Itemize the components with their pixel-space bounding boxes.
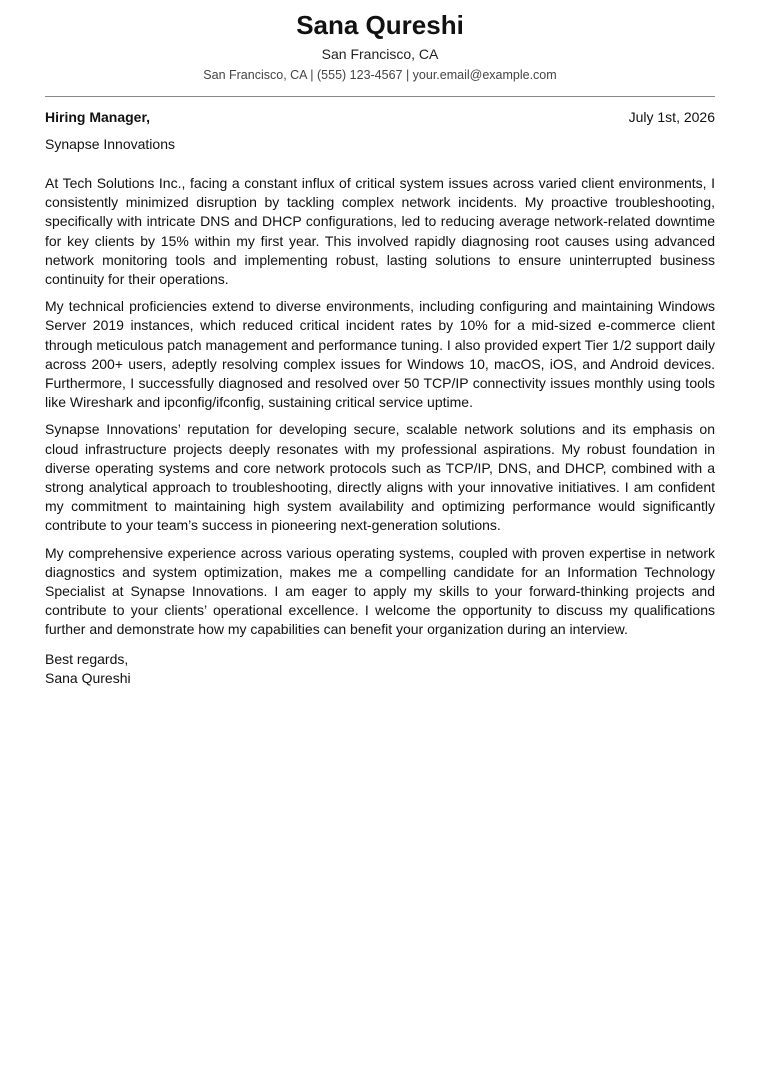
closing-block <box>45 650 715 688</box>
contact-line: San Francisco, CA | (555) 123-4567 | your.email@example.com <box>203 68 557 82</box>
body-paragraph: At Tech Solutions Inc., facing a constant influx of critical system issues across varied client environments, I consistently minimized disruption by tackling complex network incidents. My proactive troubleshooting, specifically with intricate DNS and DHCP configurations, led to reducing average network-related downtime for key clients by 15% within my first year. This involved rapidly diagnosing root causes using advanced network monitoring tools and implementing robust, lasting solutions to ensure uninterrupted business continuity for their operations. <box>45 175 715 288</box>
header-divider <box>45 96 715 97</box>
body-paragraph: My technical proficiencies extend to diverse environments, including configuring and maintaining Windows Server 2019 instances, which reduced critical incident rates by 10% for a mid-sized e-commerce client through meticulous patch management and performance tuning. I also provided expert Tier 1/2 support daily across 200+ users, adeptly resolving complex issues for Windows 10, macOS, iOS, and Android devices. Furthermore, I successfully diagnosed and resolved over 50 TCP/IP connectivity issues monthly using tools like Wireshark and ipconfig/ifconfig, sustaining critical service uptime. <box>45 298 715 411</box>
applicant-location: San Francisco, CA <box>321 46 439 62</box>
body-paragraph: My comprehensive experience across various operating systems, coupled with proven expertise in network diagnostics and system optimization, makes me a compelling candidate for an Information Technology Specialist at Synapse Innovations. I am eager to apply my skills to your forward-thinking projects and contribute to your clients’ operational excellence. I welcome the opportunity to discuss my qualifications further and demonstrate how my capabilities can benefit your organization during an interview. <box>45 544 715 638</box>
recipient-salutation: Hiring Manager, <box>45 109 151 125</box>
closing-phrase: Best regards, <box>45 650 129 667</box>
company-name: Synapse Innovations <box>45 136 175 152</box>
recipient-date-row <box>45 108 715 126</box>
applicant-name: Sana Qureshi <box>296 10 464 40</box>
body-paragraph: Synapse Innovations’ reputation for developing secure, scalable network solutions and its emphasis on cloud infrastructure projects deeply resonates with my professional aspirations. My robust foundation in diverse operating systems and core network protocols such as TCP/IP, DNS, and DHCP, combined with a strong analytical approach to troubleshooting, directly aligns with your innovative initiatives. I am confident my commitment to maintaining high system availability and optimizing performance would significantly contribute to your team’s success in pioneering next-generation solutions. <box>45 421 715 534</box>
signature-name: Sana Qureshi <box>45 669 131 686</box>
letter-date: July 1st, 2026 <box>628 109 715 125</box>
letter-body <box>45 174 715 640</box>
letter-header <box>45 0 715 83</box>
